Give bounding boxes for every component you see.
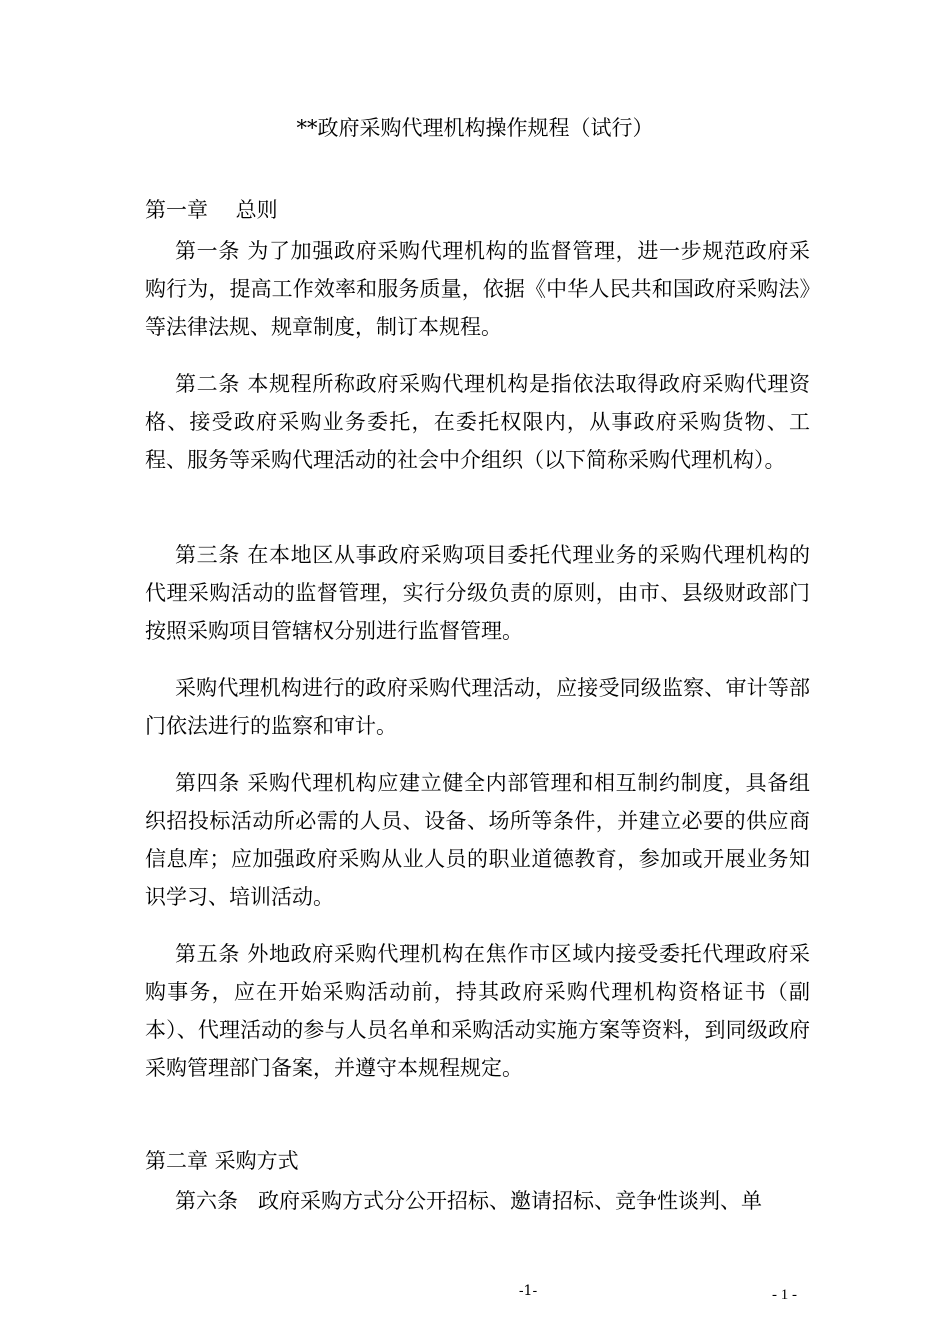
document-title: **政府采购代理机构操作规程（试行） xyxy=(296,116,654,140)
page-number-right: - 1 - xyxy=(772,1287,797,1303)
chapter-2-heading: 第二章 采购方式 xyxy=(145,1149,299,1173)
chapter-1-heading: 第一章 总则 xyxy=(145,198,278,222)
article-3: 第三条 在本地区从事政府采购项目委托代理业务的采购代理机构的代理采购活动的监督管理，实行分级负责的原则，由市、县级财政部门按照采购项目管辖权分别进行监督管理。 xyxy=(145,543,810,643)
article-6: 第六条 政府采购方式分公开招标、邀请招标、竞争性谈判、单 xyxy=(175,1189,763,1213)
article-1: 第一条 为了加强政府采购代理机构的监督管理，进一步规范政府采购行为，提高工作效率和服务质量，依据《中华人民共和国政府采购法》等法律法规、规章制度，制订本规程。 xyxy=(145,239,810,339)
article-2: 第二条 本规程所称政府采购代理机构是指依法取得政府采购代理资格、接受政府采购业务委托，在委托权限内，从事政府采购货物、工程、服务等采购代理活动的社会中介组织（以下简称采购代理机构）。 xyxy=(145,372,810,472)
article-4: 第四条 采购代理机构应建立健全内部管理和相互制约制度，具备组织招投标活动所必需的人员、设备、场所等条件，并建立必要的供应商信息库；应加强政府采购从业人员的职业道德教育，参加或开展业务知识学习、培训活动。 xyxy=(145,771,810,909)
article-3-paragraph-2: 采购代理机构进行的政府采购代理活动，应接受同级监察、审计等部门依法进行的监察和审计。 xyxy=(145,676,810,738)
article-5: 第五条 外地政府采购代理机构在焦作市区域内接受委托代理政府采购事务，应在开始采购活动前，持其政府采购代理机构资格证书（副本）、代理活动的参与人员名单和采购活动实施方案等资料，到同级政府采购管理部门备案，并遵守本规程规定。 xyxy=(145,942,810,1080)
page-number-center: -1- xyxy=(518,1283,538,1299)
